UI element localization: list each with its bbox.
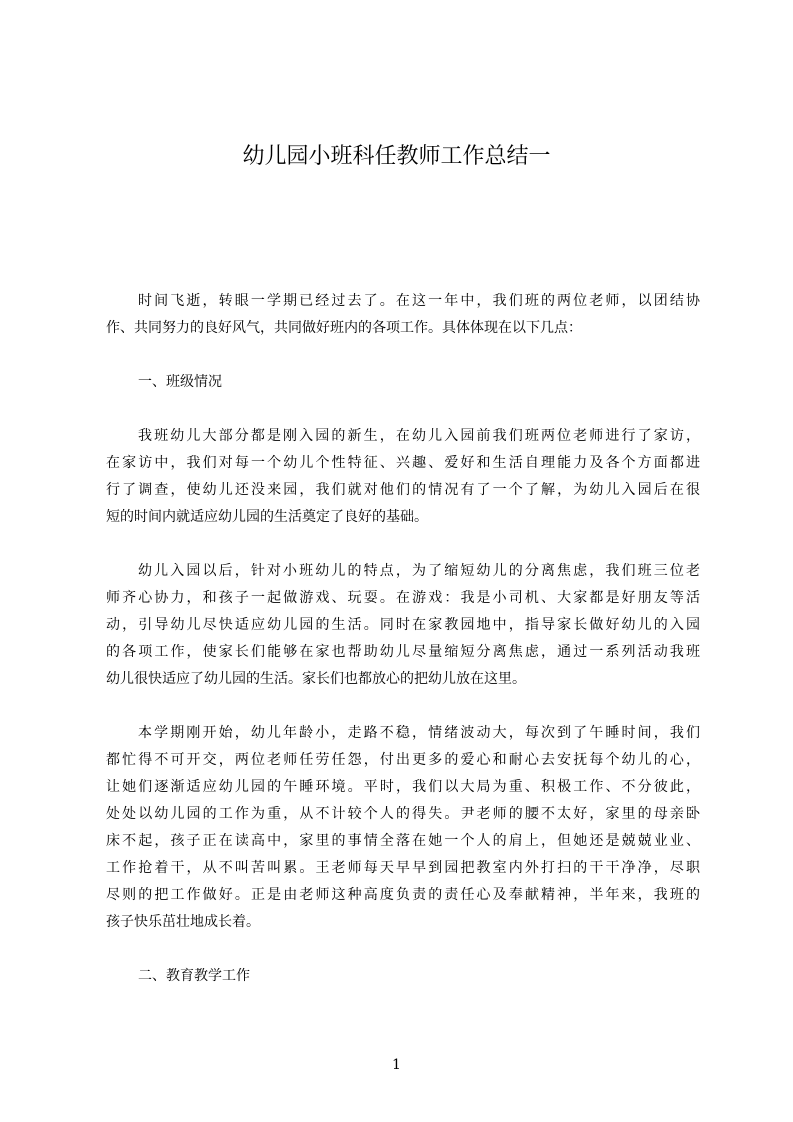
section-heading-teaching-work: 二、教育教学工作 [138,968,250,984]
paragraph-line: 行了调查，使幼儿还没来园，我们就对他们的情况有了一个了解，为幼儿入园后在很 [106,482,700,498]
paragraph-line: 本学期刚开始，幼儿年龄小，走路不稳，情绪波动大，每次到了午睡时间，我们 [138,725,700,741]
paragraph-line: 幼儿很快适应了幼儿园的生活。家长们也都放心的把幼儿放在这里。 [106,671,526,687]
paragraph-line: 床不起，孩子正在读高中，家里的事情全落在她一个人的肩上，但她还是兢兢业业、 [106,833,700,849]
paragraph-line: 作、共同努力的良好风气，共同做好班内的各项工作。具体体现在以下几点： [106,320,582,336]
paragraph-line: 幼儿入园以后，针对小班幼儿的特点，为了缩短幼儿的分离焦虑，我们班三位老 [138,563,700,579]
paragraph-line: 我班幼儿大部分都是刚入园的新生，在幼儿入园前我们班两位老师进行了家访， [138,428,700,444]
section-heading-class-situation: 一、班级情况 [138,374,222,390]
paragraph-line: 尽则的把工作做好。正是由老师这种高度负责的责任心及奉献精神，半年来，我班的 [106,887,700,903]
paragraph-line: 都忙得不可开交，两位老师任劳任怨，付出更多的爱心和耐心去安抚每个幼儿的心， [106,752,700,768]
paragraph-line: 工作抢着干，从不叫苦叫累。王老师每天早早到园把教室内外打扫的干干净净，尽职 [106,860,700,876]
paragraph-line: 时间飞逝，转眼一学期已经过去了。在这一年中，我们班的两位老师，以团结协 [138,293,700,309]
paragraph-line: 的各项工作，使家长们能够在家也帮助幼儿尽量缩短分离焦虑，通过一系列活动我班 [106,644,700,660]
paragraph-line: 动，引导幼儿尽快适应幼儿园的生活。同时在家教园地中，指导家长做好幼儿的入园 [106,617,700,633]
paragraph-line: 孩子快乐茁壮地成长着。 [106,914,260,930]
page-number: 1 [392,1057,401,1073]
paragraph-line: 师齐心协力，和孩子一起做游戏、玩耍。在游戏：我是小司机、大家都是好朋友等活 [106,590,700,606]
paragraph-line: 处处以幼儿园的工作为重，从不计较个人的得失。尹老师的腰不太好，家里的母亲卧 [106,806,700,822]
paragraph-line: 让她们逐渐适应幼儿园的午睡环境。平时，我们以大局为重、积极工作、不分彼此， [106,779,700,795]
paragraph-line: 短的时间内就适应幼儿园的生活奠定了良好的基础。 [106,509,428,525]
paragraph-line: 在家访中，我们对每一个幼儿个性特征、兴趣、爱好和生活自理能力及各个方面都进 [106,455,700,471]
document-title: 幼儿园小班科任教师工作总结一 [242,144,551,169]
